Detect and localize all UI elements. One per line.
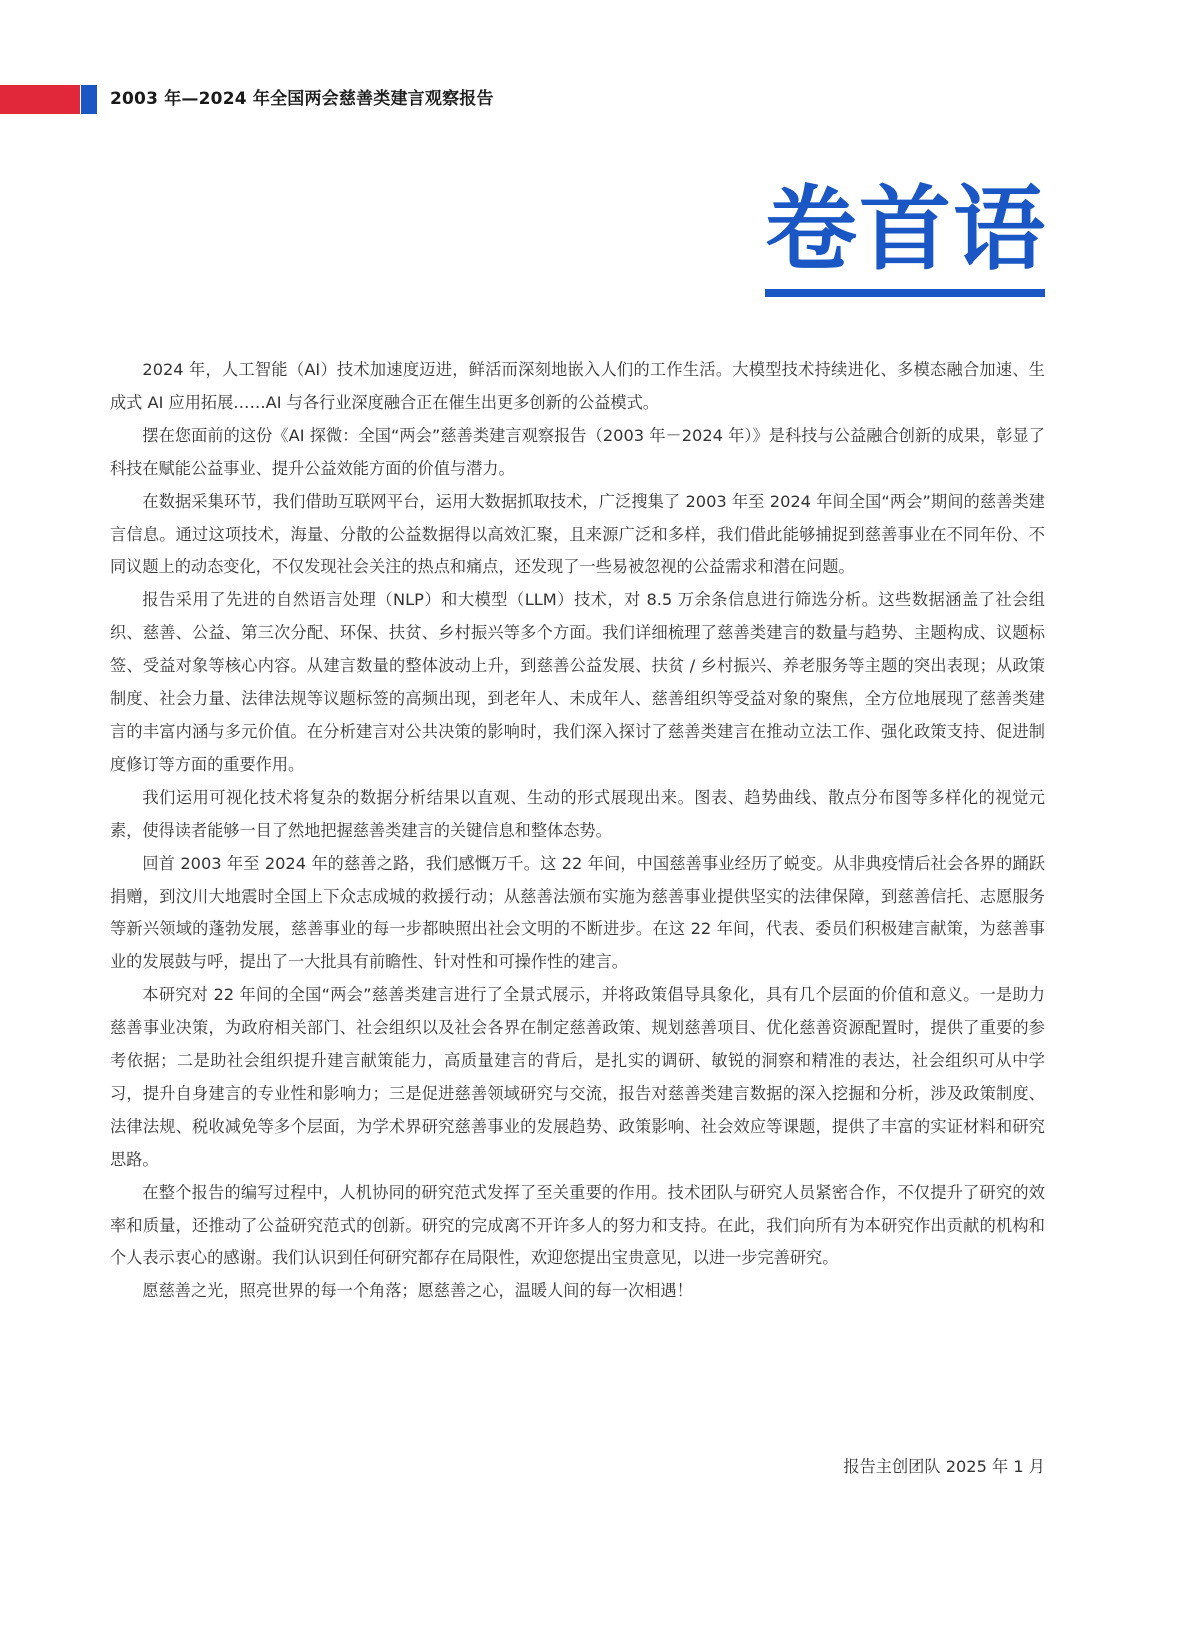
paragraph: 我们运用可视化技术将复杂的数据分析结果以直观、生动的形式展现出来。图表、趋势曲线、散点分布图等多样化的视觉元素，使得读者能够一目了然地把握慈善类建言的关键信息和整体态势。 <box>110 787 1045 840</box>
paragraph: 摆在您面前的这份《AI 探微：全国“两会”慈善类建言观察报告（2003 年－2024 年）》是科技与公益融合创新的成果，彰显了科技在赋能公益事业、提升公益效能方面的价值与潜力。 <box>110 425 1045 478</box>
section-title: 卷首语 <box>765 176 1048 283</box>
paragraph: 愿慈善之光，照亮世界的每一个角落；愿慈善之心，温暖人间的每一次相遇！ <box>142 1281 693 1301</box>
header-blue-bar <box>81 85 97 114</box>
title-underline <box>765 289 1045 297</box>
signature: 报告主创团队 2025 年 1 月 <box>843 1457 1045 1476</box>
paragraph: 报告采用了先进的自然语言处理（NLP）和大模型（LLM）技术，对 8.5 万余条信息进行筛选分析。这些数据涵盖了社会组织、慈善、公益、第三次分配、环保、扶贫、乡村振兴等多个方面。我们详细梳理了慈善类建言的数量与趋势、主题构成、议题标签、受益对象等核心内容。从建言数量的整体波动上升，到慈善公益发展、扶贫 / 乡村振兴、养老服务等主题的突出表现；从政策制度、社会力量、法律法规等议题标签的高频出现，到老年人、未成年人、慈善组织等受益对象的聚焦，全方位地展现了慈善类建言的丰富内涵与多元价值。在分析建言对公共决策的影响时，我们深入探讨了慈善类建言在推动立法工作、强化政策支持、促进制度修订等方面的重要作用。 <box>110 590 1045 774</box>
paragraph: 回首 2003 年至 2024 年的慈善之路，我们感慨万千。这 22 年间，中国慈善事业经历了蜕变。从非典疫情后社会各界的踊跃捐赠，到汶川大地震时全国上下众志成城的救援行动；从慈善法颁布实施为慈善事业提供坚实的法律保障，到慈善信托、志愿服务等新兴领域的蓬勃发展，慈善事业的每一步都映照出社会文明的不断进步。在这 22 年间，代表、委员们积极建言献策，为慈善事业的发展鼓与呼，提出了一大批具有前瞻性、针对性和可操作性的建言。 <box>110 853 1045 972</box>
preface-body <box>110 354 1045 1308</box>
header-red-bar <box>0 85 80 114</box>
paragraph: 在数据采集环节，我们借助互联网平台，运用大数据抓取技术，广泛搜集了 2003 年至 2024 年间全国“两会”期间的慈善类建言信息。通过这项技术，海量、分散的公益数据得以高效汇聚，且来源广泛和多样，我们借此能够捕捉到慈善事业在不同年份、不同议题上的动态变化，不仅发现社会关注的热点和痛点，还发现了一些易被忽视的公益需求和潜在问题。 <box>110 491 1045 577</box>
paragraph: 2024 年，人工智能（AI）技术加速度迈进，鲜活而深刻地嵌入人们的工作生活。大模型技术持续进化、多模态融合加速、生成式 AI 应用拓展……AI 与各行业深度融合正在催生出更多创新的公益模式。 <box>110 360 1045 412</box>
running-header-title: 2003 年—2024 年全国两会慈善类建言观察报告 <box>110 89 494 109</box>
paragraph: 在整个报告的编写过程中，人机协同的研究范式发挥了至关重要的作用。技术团队与研究人员紧密合作，不仅提升了研究的效率和质量，还推动了公益研究范式的创新。研究的完成离不开许多人的努力和支持。在此，我们向所有为本研究作出贡献的机构和个人表示衷心的感谢。我们认识到任何研究都存在局限性，欢迎您提出宝贵意见，以进一步完善研究。 <box>110 1182 1045 1268</box>
paragraph: 本研究对 22 年间的全国“两会”慈善类建言进行了全景式展示，并将政策倡导具象化，具有几个层面的价值和意义。一是助力慈善事业决策，为政府相关部门、社会组织以及社会各界在制定慈善政策、规划慈善项目、优化慈善资源配置时，提供了重要的参考依据；二是助社会组织提升建言献策能力，高质量建言的背后，是扎实的调研、敏锐的洞察和精准的表达，社会组织可从中学习，提升自身建言的专业性和影响力；三是促进慈善领域研究与交流，报告对慈善类建言数据的深入挖掘和分析，涉及政策制度、法律法规、税收减免等多个层面，为学术界研究慈善事业的发展趋势、政策影响、社会效应等课题，提供了丰富的实证材料和研究思路。 <box>110 985 1045 1169</box>
